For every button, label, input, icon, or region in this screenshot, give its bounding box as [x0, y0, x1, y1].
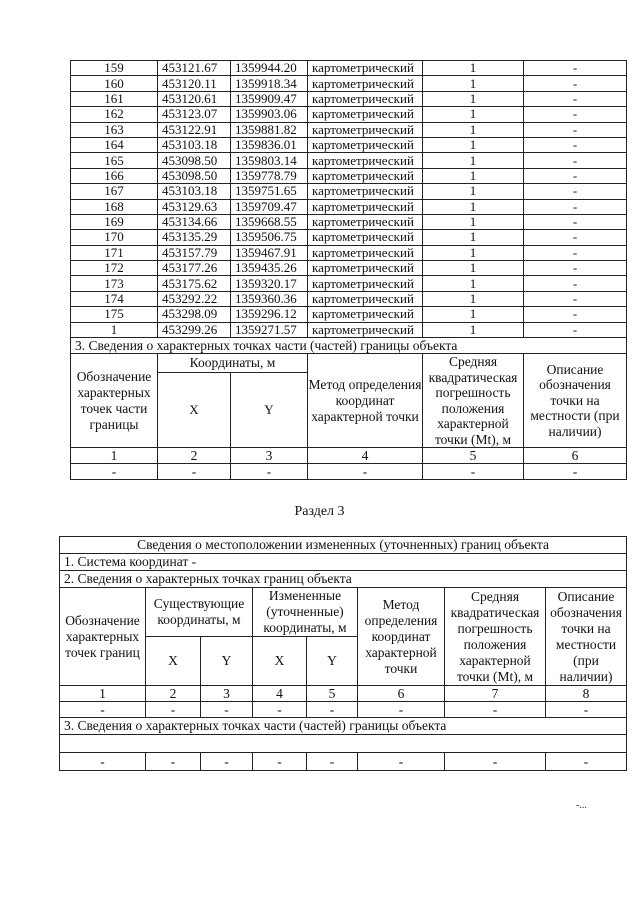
coord-y: 1359360.36 [231, 291, 308, 306]
accuracy: 1 [423, 168, 524, 183]
coord-y: 1359668.55 [231, 214, 308, 229]
table-row [71, 230, 627, 245]
method: картометрический [308, 199, 423, 214]
dash-cell: - [307, 753, 358, 771]
coord-x: 453122.91 [158, 122, 231, 137]
coord-y: 1359903.06 [231, 107, 308, 122]
coord-x: 453177.26 [158, 261, 231, 276]
coord-x: 453120.11 [158, 76, 231, 91]
section3-title-row [71, 338, 627, 354]
table-row [71, 199, 627, 214]
header-row [71, 354, 627, 373]
col-num-4: 4 [308, 448, 423, 464]
header-coords: Координаты, м [158, 354, 308, 373]
coord-x: 453129.63 [158, 199, 231, 214]
accuracy: 1 [423, 291, 524, 306]
coord-x: 453299.26 [158, 322, 231, 337]
col-num-6: 6 [358, 686, 445, 702]
header-description: Описание обозначения точки на местности (при наличии) [524, 354, 627, 448]
accuracy: 1 [423, 122, 524, 137]
point-number: 159 [71, 61, 158, 76]
description: - [524, 199, 627, 214]
coord-y: 1359709.47 [231, 199, 308, 214]
method: картометрический [308, 153, 423, 168]
coord-x: 453135.29 [158, 230, 231, 245]
coord-y: 1359803.14 [231, 153, 308, 168]
table-row [71, 122, 627, 137]
coord-y: 1359296.12 [231, 307, 308, 322]
header-changed-x: X [253, 637, 307, 686]
point-number: 171 [71, 245, 158, 260]
accuracy: 1 [423, 276, 524, 291]
point-number: 162 [71, 107, 158, 122]
table-row [71, 168, 627, 183]
accuracy: 1 [423, 261, 524, 276]
dash-cell: - [60, 753, 146, 771]
description: - [524, 91, 627, 106]
coord-x: 453120.61 [158, 91, 231, 106]
table-row [71, 291, 627, 306]
coord-x: 453292.22 [158, 291, 231, 306]
coord-x: 453098.50 [158, 168, 231, 183]
method: картометрический [308, 291, 423, 306]
description: - [524, 137, 627, 152]
coord-x: 453175.62 [158, 276, 231, 291]
header-designation: Обозначение характерных точек части границы [71, 354, 158, 448]
coord-y: 1359435.26 [231, 261, 308, 276]
coord-x: 453103.18 [158, 184, 231, 199]
description: - [524, 322, 627, 337]
col-num-7: 7 [445, 686, 546, 702]
table-row [71, 61, 627, 76]
description: - [524, 122, 627, 137]
table2-title-row [60, 537, 627, 554]
accuracy: 1 [423, 214, 524, 229]
accuracy: 1 [423, 153, 524, 168]
col-num-3: 3 [231, 448, 308, 464]
empty-data-row [71, 464, 627, 480]
point-number: 169 [71, 214, 158, 229]
blank-row [60, 735, 627, 753]
method: картометрический [308, 307, 423, 322]
accuracy: 1 [423, 107, 524, 122]
col-num-1: 1 [60, 686, 146, 702]
accuracy: 1 [423, 91, 524, 106]
table-row [71, 153, 627, 168]
dash-cell: - [201, 753, 253, 771]
method: картометрический [308, 261, 423, 276]
col-num-8: 8 [546, 686, 627, 702]
method: картометрический [308, 61, 423, 76]
description: - [524, 276, 627, 291]
dash-cell: - [358, 702, 445, 718]
method: картометрический [308, 168, 423, 183]
point-number: 168 [71, 199, 158, 214]
table-row [71, 184, 627, 199]
header-rms: Средняя квадратическая погрешность положения характерной точки (Mt), м [423, 354, 524, 448]
table-row [71, 137, 627, 152]
dash-cell: - [423, 464, 524, 480]
description: - [524, 168, 627, 183]
table-row [71, 322, 627, 337]
section2-title-row [60, 571, 627, 588]
blank-cell [60, 735, 627, 753]
description: - [524, 214, 627, 229]
method: картометрический [308, 107, 423, 122]
col-num-3: 3 [201, 686, 253, 702]
coord-y: 1359271.57 [231, 322, 308, 337]
dash-cell: - [546, 702, 627, 718]
point-number: 165 [71, 153, 158, 168]
dash-cell: - [231, 464, 308, 480]
coord-y: 1359778.79 [231, 168, 308, 183]
point-number: 163 [71, 122, 158, 137]
accuracy: 1 [423, 76, 524, 91]
dash-cell: - [546, 753, 627, 771]
method: картометрический [308, 230, 423, 245]
dash-cell: - [253, 753, 307, 771]
dash-cell: - [307, 702, 358, 718]
points-table-body [71, 61, 627, 480]
section2-title: 2. Сведения о характерных точках границ объекта [60, 571, 627, 588]
column-numbers-row [71, 448, 627, 464]
method: картометрический [308, 184, 423, 199]
coord-y: 1359506.75 [231, 230, 308, 245]
header-rms: Средняя квадратическая погрешность положения характерной точки (Mt), м [445, 588, 546, 686]
dash-cell: - [71, 464, 158, 480]
table-row [71, 261, 627, 276]
dash-cell: - [445, 753, 546, 771]
dash-cell: - [308, 464, 423, 480]
empty-data-row [60, 702, 627, 718]
table-row [71, 91, 627, 106]
table-row [71, 214, 627, 229]
method: картометрический [308, 276, 423, 291]
description: - [524, 61, 627, 76]
description: - [524, 153, 627, 168]
point-number: 175 [71, 307, 158, 322]
coord-x: 453157.79 [158, 245, 231, 260]
footer-mark: -... [576, 800, 587, 811]
header-x: X [158, 373, 231, 448]
accuracy: 1 [423, 61, 524, 76]
coord-system: 1. Система координат - [60, 554, 627, 571]
point-number: 167 [71, 184, 158, 199]
coord-y: 1359320.17 [231, 276, 308, 291]
header-changed: Измененные (уточненные) координаты, м [253, 588, 358, 637]
method: картометрический [308, 76, 423, 91]
points-table [70, 60, 627, 480]
header-y: Y [231, 373, 308, 448]
point-number: 170 [71, 230, 158, 245]
description: - [524, 245, 627, 260]
header-existing: Существующие координаты, м [146, 588, 253, 637]
description: - [524, 291, 627, 306]
table-row [71, 245, 627, 260]
method: картометрический [308, 322, 423, 337]
section3-title: 3. Сведения о характерных точках части (частей) границы объекта [60, 718, 627, 735]
col-num-1: 1 [71, 448, 158, 464]
accuracy: 1 [423, 245, 524, 260]
dash-cell: - [201, 702, 253, 718]
coord-x: 453123.07 [158, 107, 231, 122]
dash-cell: - [253, 702, 307, 718]
col-num-2: 2 [158, 448, 231, 464]
col-num-5: 5 [423, 448, 524, 464]
method: картометрический [308, 122, 423, 137]
section3-title: 3. Сведения о характерных точках части (частей) границы объекта [71, 338, 627, 354]
coord-x: 453298.09 [158, 307, 231, 322]
coord-y: 1359836.01 [231, 137, 308, 152]
col-num-4: 4 [253, 686, 307, 702]
dash-cell: - [60, 702, 146, 718]
point-number: 161 [71, 91, 158, 106]
section-heading: Раздел 3 [294, 504, 345, 519]
description: - [524, 307, 627, 322]
header-existing-x: X [146, 637, 201, 686]
description: - [524, 261, 627, 276]
dash-cell: - [358, 753, 445, 771]
point-number: 166 [71, 168, 158, 183]
table-row [71, 107, 627, 122]
accuracy: 1 [423, 307, 524, 322]
dash-cell: - [445, 702, 546, 718]
coord-x: 453098.50 [158, 153, 231, 168]
dash-cell: - [158, 464, 231, 480]
coord-system-row [60, 554, 627, 571]
method: картометрический [308, 91, 423, 106]
dash-cell: - [146, 753, 201, 771]
point-number: 1 [71, 322, 158, 337]
coord-x: 453103.18 [158, 137, 231, 152]
header-designation: Обозначение характерных точек границ [60, 588, 146, 686]
point-number: 160 [71, 76, 158, 91]
dash-cell: - [146, 702, 201, 718]
header-existing-y: Y [201, 637, 253, 686]
coord-y: 1359909.47 [231, 91, 308, 106]
accuracy: 1 [423, 322, 524, 337]
table-row [71, 307, 627, 322]
col-num-6: 6 [524, 448, 627, 464]
header-changed-y: Y [307, 637, 358, 686]
description: - [524, 76, 627, 91]
header-method: Метод определения координат характерной точки [308, 354, 423, 448]
column-numbers-row [60, 686, 627, 702]
description: - [524, 107, 627, 122]
method: картометрический [308, 245, 423, 260]
accuracy: 1 [423, 137, 524, 152]
description: - [524, 230, 627, 245]
accuracy: 1 [423, 230, 524, 245]
col-num-2: 2 [146, 686, 201, 702]
point-number: 173 [71, 276, 158, 291]
coord-y: 1359944.20 [231, 61, 308, 76]
coord-y: 1359467.91 [231, 245, 308, 260]
table2-title: Сведения о местоположении измененных (уточненных) границ объекта [60, 537, 627, 554]
method: картометрический [308, 137, 423, 152]
coord-y: 1359751.65 [231, 184, 308, 199]
coord-x: 453134.66 [158, 214, 231, 229]
table-row [71, 76, 627, 91]
point-number: 164 [71, 137, 158, 152]
header-description: Описание обозначения точки на местности (при наличии) [546, 588, 627, 686]
section3-title-row [60, 718, 627, 735]
table-row [71, 276, 627, 291]
col-num-5: 5 [307, 686, 358, 702]
method: картометрический [308, 214, 423, 229]
header-row [60, 588, 627, 637]
coord-x: 453121.67 [158, 61, 231, 76]
point-number: 172 [71, 261, 158, 276]
empty-data-row [60, 753, 627, 771]
coord-y: 1359918.34 [231, 76, 308, 91]
description: - [524, 184, 627, 199]
point-number: 174 [71, 291, 158, 306]
header-method: Метод определения координат характерной точки [358, 588, 445, 686]
accuracy: 1 [423, 184, 524, 199]
coord-y: 1359881.82 [231, 122, 308, 137]
dash-cell: - [524, 464, 627, 480]
accuracy: 1 [423, 199, 524, 214]
changed-borders-table [59, 536, 627, 771]
